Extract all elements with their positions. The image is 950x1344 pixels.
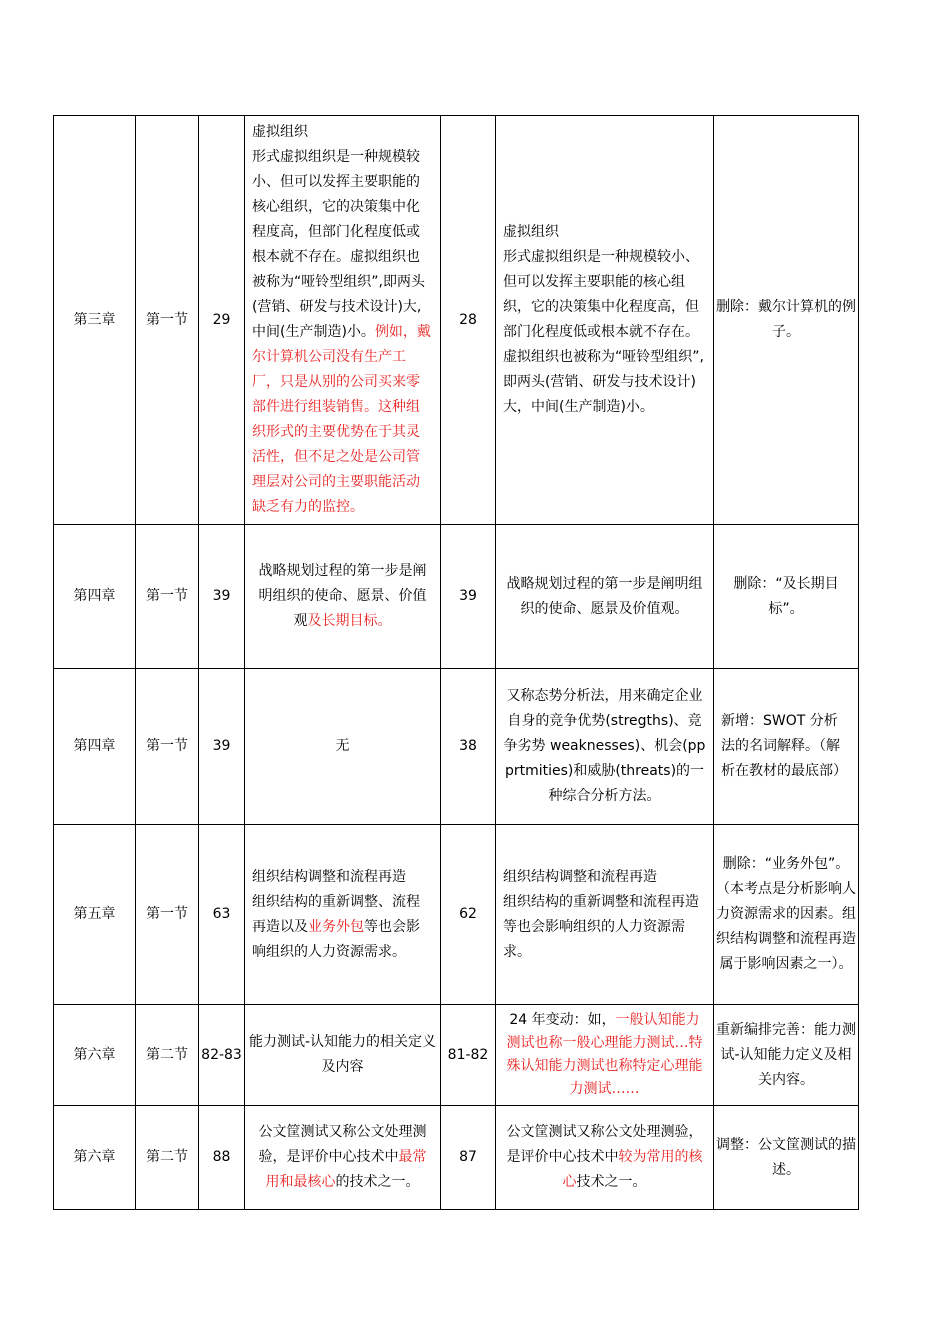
old-page-cell: 82-83: [199, 1005, 245, 1106]
old-page-cell: 29: [199, 116, 245, 525]
old-content-cell: 能力测试-认知能力的相关定义及内容: [245, 1005, 441, 1106]
old-text: 公文筐测试又称公文处理测验，是评价中心技术中: [258, 1124, 427, 1165]
old-title: 虚拟组织: [252, 124, 308, 140]
old-page-cell: 63: [199, 825, 245, 1005]
new-content-cell: [496, 1005, 714, 1106]
old-page-cell: 88: [199, 1106, 245, 1210]
new-page-cell: 38: [441, 669, 496, 825]
old-page-cell: 39: [199, 669, 245, 825]
old-content-cell: 无: [245, 669, 441, 825]
section-cell: 第二节: [136, 1005, 199, 1106]
new-content-cell: 战略规划过程的第一步是阐明组织的使命、愿景及价值观。: [496, 525, 714, 669]
section-cell: 第二节: [136, 1106, 199, 1210]
section-cell: 第一节: [136, 669, 199, 825]
chapter-cell: 第三章: [54, 116, 136, 525]
new-content-cell: [496, 116, 714, 525]
old-text-tail: 等也会影响组织的人力资源需求。: [252, 918, 420, 960]
note-cell: 新增：SWOT 分析法的名词解释。（解析在教材的最底部）: [714, 669, 859, 825]
table-row: [54, 825, 859, 1005]
old-content-cell: [245, 525, 441, 669]
note-cell: 重新编排完善：能力测试-认知能力定义及相关内容。: [714, 1005, 859, 1106]
section-cell: 第一节: [136, 525, 199, 669]
section-cell: 第一节: [136, 116, 199, 525]
old-deleted-text: 例如，戴尔计算机公司没有生产工厂，只是从别的公司买来零部件进行组装销售。这种组织形式的主要优势在于其灵活性，但不足之处是公司管理层对公司的主要职能活动缺乏有力的监控。: [252, 324, 431, 515]
new-page-cell: 39: [441, 525, 496, 669]
old-text: 组织结构的重新调整、流程再造以及: [252, 893, 420, 935]
old-page-cell: 39: [199, 525, 245, 669]
note-cell: 删除：“及长期目标”。: [714, 525, 859, 669]
table-row: [54, 1005, 859, 1106]
new-content-cell: [496, 1106, 714, 1210]
new-title: 虚拟组织: [503, 224, 559, 240]
table-row: [54, 669, 859, 825]
note-cell: 删除：戴尔计算机的例子。: [714, 116, 859, 525]
chapter-cell: 第四章: [54, 669, 136, 825]
old-text-tail: 的技术之一。: [335, 1174, 420, 1190]
old-text: 战略规划过程的第一步是阐明组织的使命、愿景、价值观: [258, 563, 427, 629]
old-title: 组织结构调整和流程再造: [252, 868, 406, 885]
old-content-cell: [245, 1106, 441, 1210]
new-page-cell: 62: [441, 825, 496, 1005]
old-content-cell: [245, 116, 441, 525]
note-cell: 调整：公文筐测试的描述。: [714, 1106, 859, 1210]
section-cell: 第一节: [136, 825, 199, 1005]
new-text-tail: 技术之一。: [576, 1174, 647, 1190]
chapter-cell: 第六章: [54, 1106, 136, 1210]
new-page-cell: 28: [441, 116, 496, 525]
chapter-cell: 第五章: [54, 825, 136, 1005]
chapter-cell: 第四章: [54, 525, 136, 669]
old-content-cell: [245, 825, 441, 1005]
new-text: 组织结构的重新调整和流程再造等也会影响组织的人力资源需求。: [503, 893, 699, 960]
new-text: 24 年变动：如，: [509, 1012, 616, 1028]
new-added-text: 一般认知能力测试也称一般心理能力测试…特殊认知能力测试也称特定心理能力测试……: [506, 1012, 703, 1097]
new-text: 公文筐测试又称公文处理测验，是评价中心技术中: [506, 1124, 703, 1165]
old-changed-text: 最常用和最核心: [265, 1149, 427, 1190]
new-changed-text: 较为常用的核心: [562, 1149, 703, 1190]
old-deleted-text: 及长期目标。: [307, 613, 392, 629]
new-page-cell: 87: [441, 1106, 496, 1210]
old-deleted-text: 业务外包: [308, 918, 364, 935]
new-content-cell: [496, 825, 714, 1005]
table-row: [54, 116, 859, 525]
table-row: [54, 1106, 859, 1210]
old-text: 形式虚拟组织是一种规模较小、但可以发挥主要职能的核心组织，它的决策集中化程度高，但部门化程度低或根本就不存在。虚拟组织也被称为“哑铃型组织”,即两头(营销、研发与技术设计)大, 中间(生产制造)小。: [252, 149, 425, 340]
new-title: 组织结构调整和流程再造: [503, 868, 657, 885]
new-page-cell: 81-82: [441, 1005, 496, 1106]
new-content-cell: 又称态势分析法，用来确定企业自身的竞争优势(stregths)、竞争劣势 weaknesses)、机会(ppprtmities)和威胁(threats)的一种综合分析方法。: [496, 669, 714, 825]
chapter-cell: 第六章: [54, 1005, 136, 1106]
new-text: 形式虚拟组织是一种规模较小、但可以发挥主要职能的核心组织，它的决策集中化程度高，但部门化程度低或根本就不存在。虚拟组织也被称为“哑铃型组织”,即两头(营销、研发与技术设计)大，中间(生产制造)小。: [503, 249, 704, 415]
note-cell: 删除：“业务外包”。（本考点是分析影响人力资源需求的因素。组织结构调整和流程再造属于影响因素之一）。: [714, 825, 859, 1005]
table-row: [54, 525, 859, 669]
change-table: [53, 115, 859, 1210]
